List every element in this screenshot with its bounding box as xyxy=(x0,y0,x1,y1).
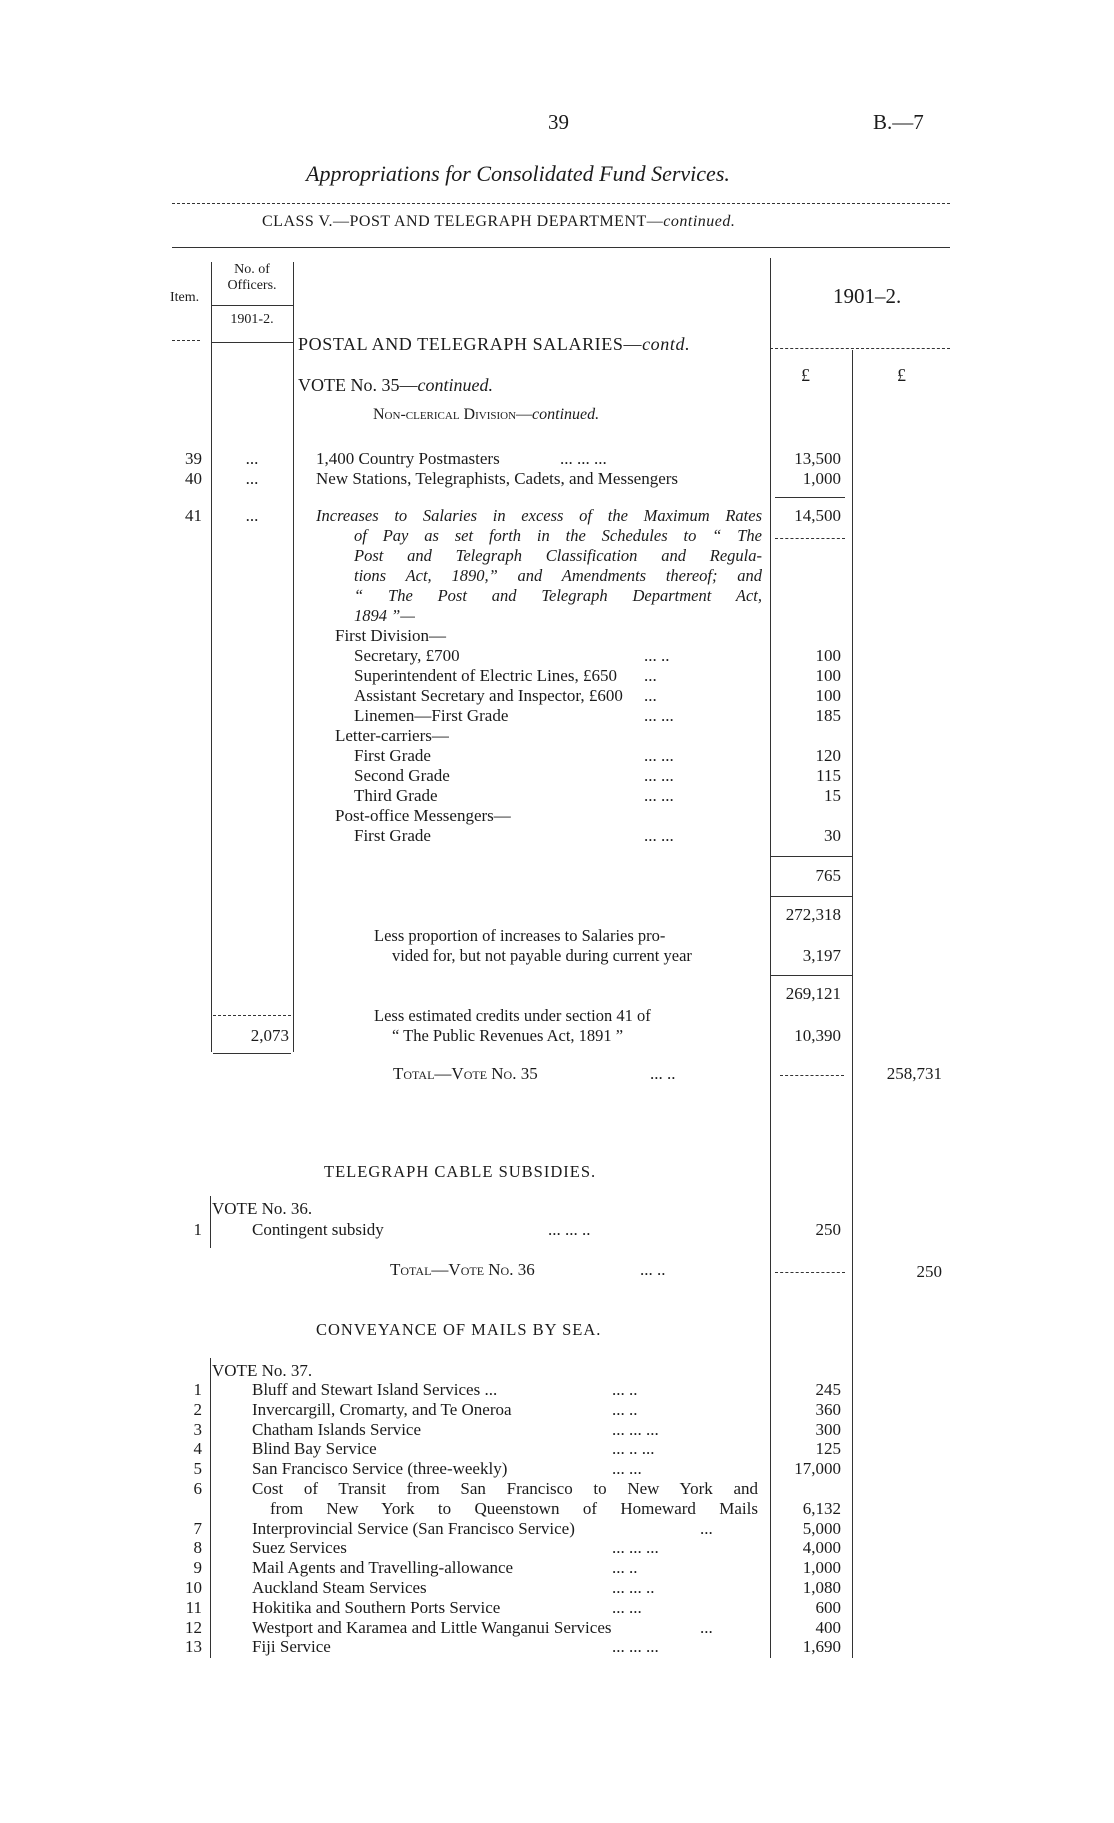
row-dots: ... xyxy=(700,1518,713,1538)
row-dots: ... ... xyxy=(612,1459,642,1479)
row-amount: 1,690 xyxy=(802,1637,841,1657)
row-amount: 400 xyxy=(815,1617,841,1637)
increase-amount: 100 xyxy=(815,686,841,705)
officers-header-line1: No. of xyxy=(234,262,270,277)
title-rule xyxy=(172,203,950,204)
item-41-line: Increases to Salaries in excess of the Maximum Rates xyxy=(316,506,762,525)
increase-label: Superintendent of Electric Lines, £650 xyxy=(354,666,617,685)
increase-label: Letter-carriers— xyxy=(335,726,449,745)
increase-dots: ... xyxy=(644,686,657,705)
amount-mid-rule xyxy=(852,350,853,1658)
increase-dots: ... xyxy=(644,666,657,685)
row-description: Fiji Service xyxy=(252,1637,331,1657)
vote-35-total-dots: ... .. xyxy=(650,1064,676,1083)
running-total: 272,318 xyxy=(785,905,841,924)
row-amount: 600 xyxy=(815,1597,841,1617)
row-item-number: 4 xyxy=(193,1439,202,1459)
item-41-line: Post and Telegraph Classification and Regula- xyxy=(354,546,762,565)
item-41-line: 1894 ”— xyxy=(354,606,415,625)
increase-label: Secretary, £700 xyxy=(354,646,460,665)
row-description: Chatham Islands Service xyxy=(252,1419,422,1439)
row-item-number: 8 xyxy=(193,1538,202,1558)
division-heading-continued: continued. xyxy=(532,406,600,423)
pound-header-1: £ xyxy=(801,365,810,385)
row-description: Blind Bay Service xyxy=(252,1439,377,1459)
less-proportion-line1: Less proportion of increases to Salaries pro- xyxy=(374,926,666,945)
item-41-line: of Pay as set forth in the Schedules to “ The xyxy=(354,526,762,545)
year-column-header: 1901–2. xyxy=(833,284,902,308)
row-description: Westport and Karamea and Little Wanganui Services xyxy=(252,1617,612,1637)
increase-label: First Grade xyxy=(354,826,431,845)
section2-left-rule xyxy=(210,1196,211,1248)
net-total-rule xyxy=(770,975,852,976)
item-41-line: tions Act, 1890,” and Amendments thereof; and xyxy=(354,566,762,585)
row-item-number: 6 xyxy=(193,1479,202,1498)
row-dots: ... .. ... xyxy=(612,1439,655,1459)
row-item-number: 2 xyxy=(193,1399,202,1419)
row-item-number: 12 xyxy=(185,1617,202,1637)
row-dots: ... ... .. xyxy=(548,1220,591,1239)
vote-35-label: VOTE No. 35— xyxy=(298,375,418,395)
increase-label: Linemen—First Grade xyxy=(354,706,509,725)
row-amount: 1,080 xyxy=(802,1578,841,1597)
row-description: San Francisco Service (three-weekly) xyxy=(252,1459,508,1479)
item-column-header: Item. xyxy=(170,290,200,305)
officers-column-header xyxy=(213,262,291,294)
increase-label: Assistant Secretary and Inspector, £600 xyxy=(354,686,623,705)
row-amount: 125 xyxy=(815,1439,841,1459)
increase-amount: 30 xyxy=(824,826,841,845)
pound-header-2: £ xyxy=(897,365,906,385)
officers-total-bottom-rule xyxy=(213,1053,291,1054)
officers-left-rule xyxy=(211,262,212,1052)
table-top-rule xyxy=(172,247,950,248)
division-heading xyxy=(373,406,599,424)
row-amount: 6,132 xyxy=(802,1498,841,1518)
increase-amount: 115 xyxy=(816,766,841,785)
row-dots: ... ... .. xyxy=(612,1578,655,1597)
postal-salaries-heading-text: POSTAL AND TELEGRAPH SALARIES— xyxy=(298,334,643,354)
row-description: Contingent subsidy xyxy=(252,1220,384,1239)
row-amount: 300 xyxy=(815,1419,841,1439)
row-description: New Stations, Telegraphists, Cadets, and Messengers xyxy=(316,469,679,488)
row-item-number: 40 xyxy=(185,469,202,488)
officers-header-rule xyxy=(211,305,293,306)
increase-dots: ... ... xyxy=(644,786,674,805)
item-41-officers: ... xyxy=(245,506,259,525)
row-item-number: 13 xyxy=(185,1637,202,1657)
row-amount: 4,000 xyxy=(802,1538,841,1558)
increase-amount: 185 xyxy=(815,706,841,725)
row-amount: 360 xyxy=(815,1399,841,1419)
row-description: Auckland Steam Services xyxy=(252,1578,427,1597)
row-dots: ... ... ... xyxy=(612,1538,659,1558)
row-description: from New York to Queenstown of Homeward Mails xyxy=(270,1498,758,1518)
row-description: Invercargill, Cromarty, and Te Oneroa xyxy=(252,1399,512,1419)
officers-right-rule xyxy=(293,262,294,1052)
row-item-number: 9 xyxy=(193,1558,202,1578)
running-total-rule xyxy=(770,896,852,897)
row-description: Bluff and Stewart Island Services ... xyxy=(252,1380,498,1399)
officers-header-bottom-rule xyxy=(211,342,293,343)
officers-header-line2: Officers. xyxy=(227,278,277,293)
subtotal-rule-41 xyxy=(775,538,845,539)
row-item-number: 3 xyxy=(193,1419,202,1439)
row-item-number: 10 xyxy=(185,1578,202,1597)
row-dots: ... .. xyxy=(612,1399,638,1419)
document-reference: B.—7 xyxy=(873,110,924,134)
increase-dots: ... ... xyxy=(644,706,674,725)
section3-left-rule xyxy=(210,1358,211,1658)
row-description: Cost of Transit from San Francisco to New York and xyxy=(252,1479,758,1498)
officers-year-header: 1901-2. xyxy=(230,312,274,327)
increase-dots: ... ... xyxy=(644,766,674,785)
less-credits-line2: “ The Public Revenues Act, 1891 ” xyxy=(392,1026,624,1045)
amount-header-rule xyxy=(770,348,950,349)
row-amount: 1,000 xyxy=(802,1558,841,1578)
row-amount: 250 xyxy=(815,1220,841,1239)
vote-36-total-label: Total—Vote No. 36 xyxy=(390,1260,535,1279)
row-item-number: 5 xyxy=(193,1459,202,1479)
increase-amount: 100 xyxy=(815,666,841,685)
less-credits-line1: Less estimated credits under section 41 of xyxy=(374,1006,651,1025)
row-officers: ... xyxy=(245,469,259,488)
row-amount: 5,000 xyxy=(802,1518,841,1538)
officers-total-top-rule xyxy=(213,1015,291,1016)
vote-36-total-dots: ... .. xyxy=(640,1260,666,1279)
increases-rule xyxy=(770,856,852,857)
row-dots: ... ... ... xyxy=(612,1419,659,1439)
less-proportion-amount: 3,197 xyxy=(802,946,841,965)
row-description: Mail Agents and Travelling-allowance xyxy=(252,1558,514,1578)
item-41-subtotal: 14,500 xyxy=(794,506,841,525)
cable-subsidies-heading: TELEGRAPH CABLE SUBSIDIES. xyxy=(324,1162,597,1181)
postal-salaries-heading-continued: contd. xyxy=(642,334,691,354)
vote-37-heading: VOTE No. 37. xyxy=(212,1361,313,1380)
vote-35-heading xyxy=(298,375,493,396)
item-header-rule xyxy=(172,340,200,341)
row-dots: ... ... xyxy=(612,1597,642,1617)
mails-by-sea-heading: CONVEYANCE OF MAILS BY SEA. xyxy=(316,1320,602,1339)
row-description: Interprovincial Service (San Francisco Service) xyxy=(252,1518,575,1538)
increase-amount: 15 xyxy=(824,786,841,805)
increase-label: Third Grade xyxy=(354,786,438,805)
vote-35-total: 258,731 xyxy=(886,1064,942,1083)
item-41-line: “ The Post and Telegraph Department Act, xyxy=(354,586,762,605)
net-total: 269,121 xyxy=(785,984,841,1003)
increases-total: 765 xyxy=(815,866,841,885)
class-heading-text: CLASS V.—POST AND TELEGRAPH DEPARTMENT— xyxy=(262,213,664,230)
row-amount: 13,500 xyxy=(794,449,841,468)
row-dots: ... ... ... xyxy=(560,449,607,468)
class-heading xyxy=(262,213,735,231)
subtotal-rule-40 xyxy=(775,497,845,498)
vote-36-total: 250 xyxy=(916,1262,942,1281)
row-item-number: 7 xyxy=(193,1518,202,1538)
increase-dots: ... ... xyxy=(644,746,674,765)
vote-35-total-label: Total—Vote No. 35 xyxy=(393,1064,538,1083)
increase-label: First Division— xyxy=(335,626,446,645)
row-item-number: 39 xyxy=(185,449,202,468)
row-item-number: 1 xyxy=(193,1220,202,1239)
increase-dots: ... .. xyxy=(644,646,670,665)
vote-35-total-rule xyxy=(780,1075,844,1076)
row-amount: 1,000 xyxy=(802,469,841,488)
page-number: 39 xyxy=(548,110,569,134)
vote-36-heading: VOTE No. 36. xyxy=(212,1199,313,1218)
increase-label: Post-office Messengers— xyxy=(335,806,511,825)
row-dots: ... .. xyxy=(612,1558,638,1578)
increase-dots: ... ... xyxy=(644,826,674,845)
row-amount: 17,000 xyxy=(794,1459,841,1479)
increase-amount: 100 xyxy=(815,646,841,665)
less-proportion-line2: vided for, but not payable during current year xyxy=(392,946,692,965)
row-amount: 245 xyxy=(815,1380,841,1399)
row-officers: ... xyxy=(245,449,259,468)
vote-36-total-rule xyxy=(775,1272,845,1273)
row-description: Suez Services xyxy=(252,1538,347,1558)
class-heading-continued: continued. xyxy=(663,213,736,230)
vote-35-continued: continued. xyxy=(417,375,493,395)
division-heading-text: Non-clerical Division— xyxy=(373,406,533,423)
row-item-number: 1 xyxy=(193,1380,202,1399)
item-41-number: 41 xyxy=(185,506,202,525)
less-credits-amount: 10,390 xyxy=(794,1026,841,1045)
row-item-number: 11 xyxy=(185,1597,202,1617)
row-dots: ... .. xyxy=(612,1380,638,1399)
row-dots: ... ... ... xyxy=(612,1637,659,1657)
increase-label: Second Grade xyxy=(354,766,450,785)
postal-salaries-heading xyxy=(298,334,690,355)
row-description: 1,400 Country Postmasters xyxy=(316,449,500,468)
increase-label: First Grade xyxy=(354,746,431,765)
row-description: Hokitika and Southern Ports Service xyxy=(252,1597,501,1617)
row-item-number xyxy=(166,1499,202,1519)
page-title: Appropriations for Consolidated Fund Services. xyxy=(306,161,730,186)
amount-left-rule xyxy=(770,258,771,1658)
row-dots: ... xyxy=(700,1617,713,1637)
officers-total: 2,073 xyxy=(250,1026,289,1045)
increase-amount: 120 xyxy=(815,746,841,765)
